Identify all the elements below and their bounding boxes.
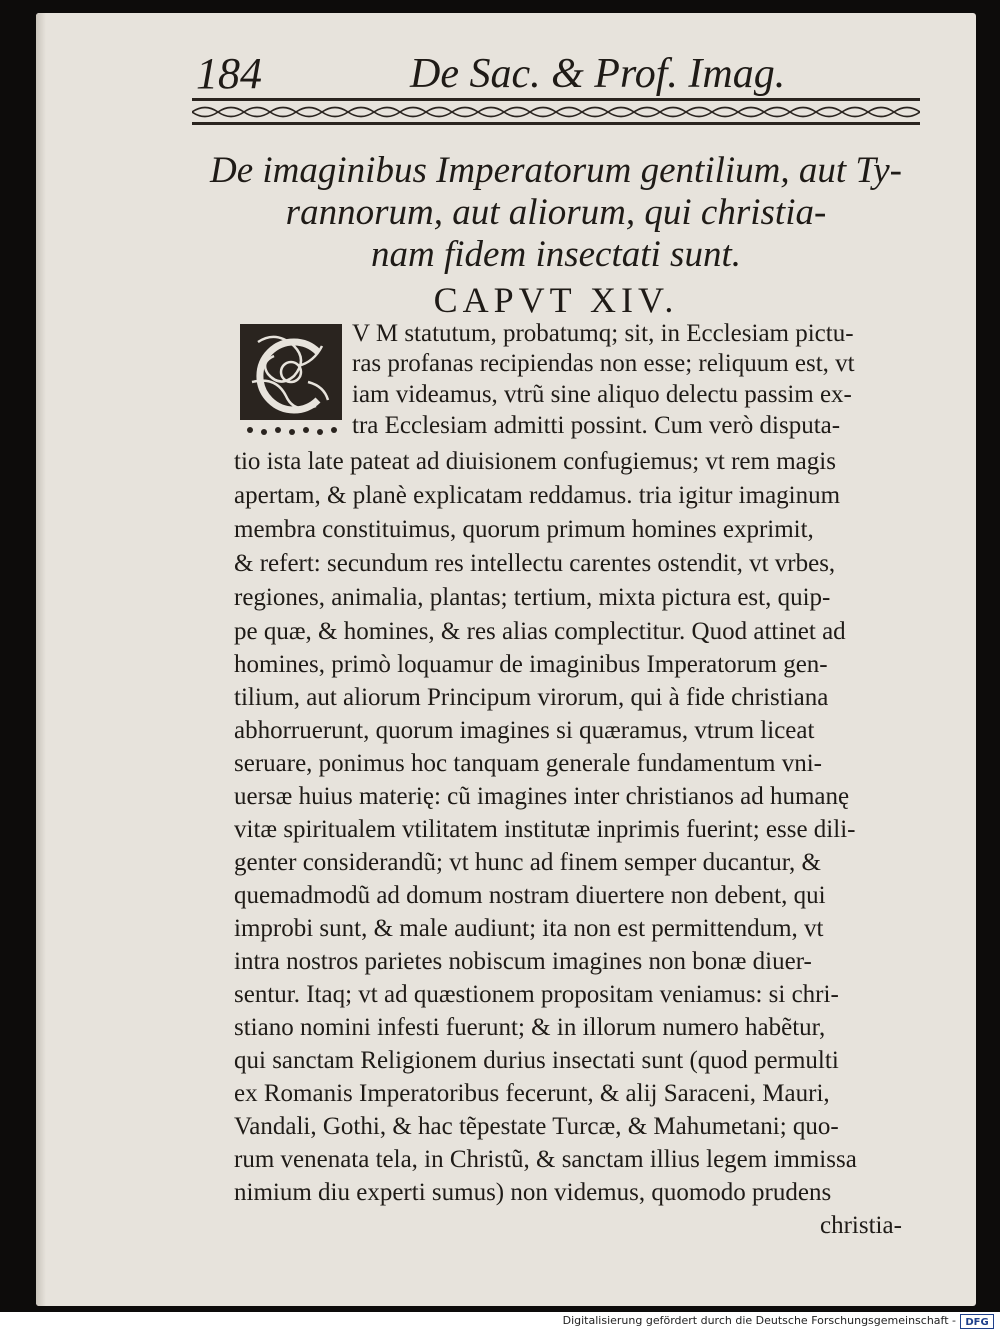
body-line: tra Ecclesiam admitti possint. Cum verò disputa-	[352, 412, 841, 439]
body-line: improbi sunt, & male audiunt; ita non est permittendum, vt	[234, 915, 824, 942]
body-line: ex Romanis Imperatoribus fecerunt, & alij Saraceni, Mauri,	[234, 1080, 830, 1107]
body-line: Vandali, Gothi, & hac tẽpestate Turcæ, & Mahumetani; quo-	[234, 1113, 839, 1140]
chapter-title	[192, 150, 920, 276]
body-line: stiano nomini infesti fuerunt; & in illorum numero habẽtur,	[234, 1014, 826, 1041]
chapter-title-line: De imaginibus Imperatorum gentilium, aut Ty-	[210, 150, 902, 191]
header-rule-bottom	[192, 122, 920, 125]
body-line: genter considerandũ; vt hunc ad finem semper ducantur, &	[234, 849, 821, 876]
body-line: intra nostros parietes nobiscum imagines non bonæ diuer-	[234, 948, 812, 975]
body-line: pe quæ, & homines, & res alias complectitur. Quod attinet ad	[234, 618, 846, 645]
body-line: tio ista late pateat ad diuisionem confugiemus; vt rem magis	[234, 448, 836, 475]
body-line: vitæ spiritualem vtilitatem institutæ inprimis fuerint; esse dili-	[234, 816, 856, 843]
chapter-number: CAPVT XIV.	[433, 280, 679, 320]
body-line: uersæ huius materię: cũ imagines inter christianos ad humanę	[234, 783, 850, 810]
dfg-logo: DFG	[960, 1314, 994, 1329]
body-line: iam videamus, vtrũ sine aliquo delectu passim ex-	[352, 381, 852, 408]
body-line: ras profanas recipiendas non esse; reliquum est, vt	[352, 350, 855, 377]
body-line: apertam, & planè explicatam reddamus. tria igitur imaginum	[234, 482, 841, 509]
body-line: membra constituimus, quorum primum homines exprimit,	[234, 516, 814, 543]
body-line: tilium, aut aliorum Principum virorum, qui à fide christiana	[234, 684, 829, 711]
body-line: seruare, ponimus hoc tanquam generale fundamentum vni-	[234, 750, 823, 777]
chapter-title-line: nam fidem insectati sunt.	[371, 234, 741, 275]
decorative-border-icon	[192, 103, 920, 121]
header-rule-top	[192, 98, 920, 101]
body-line: & refert: secundum res intellectu carentes ostendit, vt vrbes,	[234, 550, 836, 577]
body-line: V M statutum, probatumq; sit, in Ecclesiam pictu-	[352, 320, 854, 347]
body-line: rum venenata tela, in Christũ, & sanctam illius legem immissa	[234, 1146, 857, 1173]
body-line: regiones, animalia, plantas; tertium, mixta pictura est, quip-	[234, 584, 831, 611]
digitization-footer	[0, 1313, 1000, 1332]
page-number: 184	[196, 49, 262, 98]
running-head	[0, 44, 1000, 104]
body-line: qui sanctam Religionem durius insectati sunt (quod permulti	[234, 1047, 839, 1074]
body-line: quemadmodũ ad domum nostram diuertere non debent, qui	[234, 882, 826, 909]
body-line: sentur. Itaq; vt ad quæstionem propositam veniamus: si chri-	[234, 981, 839, 1008]
running-title: De Sac. & Prof. Imag.	[410, 51, 786, 97]
catchword: christia-	[820, 1212, 902, 1239]
chapter-title-line: rannorum, aut aliorum, qui christia-	[285, 192, 827, 233]
body-line: abhorruerunt, quorum imagines si quæramus, vtrum liceat	[234, 717, 815, 744]
page-gutter	[36, 13, 46, 1306]
body-line: homines, primò loquamur de imaginibus Imperatorum gen-	[234, 651, 828, 678]
decorated-initial-c-icon	[238, 322, 344, 440]
body-line: nimium diu experti sumus) non videmus, quomodo prudens	[234, 1179, 832, 1206]
footer-credit: Digitalisierung gefördert durch die Deutsche Forschungsgemeinschaft -	[562, 1314, 956, 1327]
